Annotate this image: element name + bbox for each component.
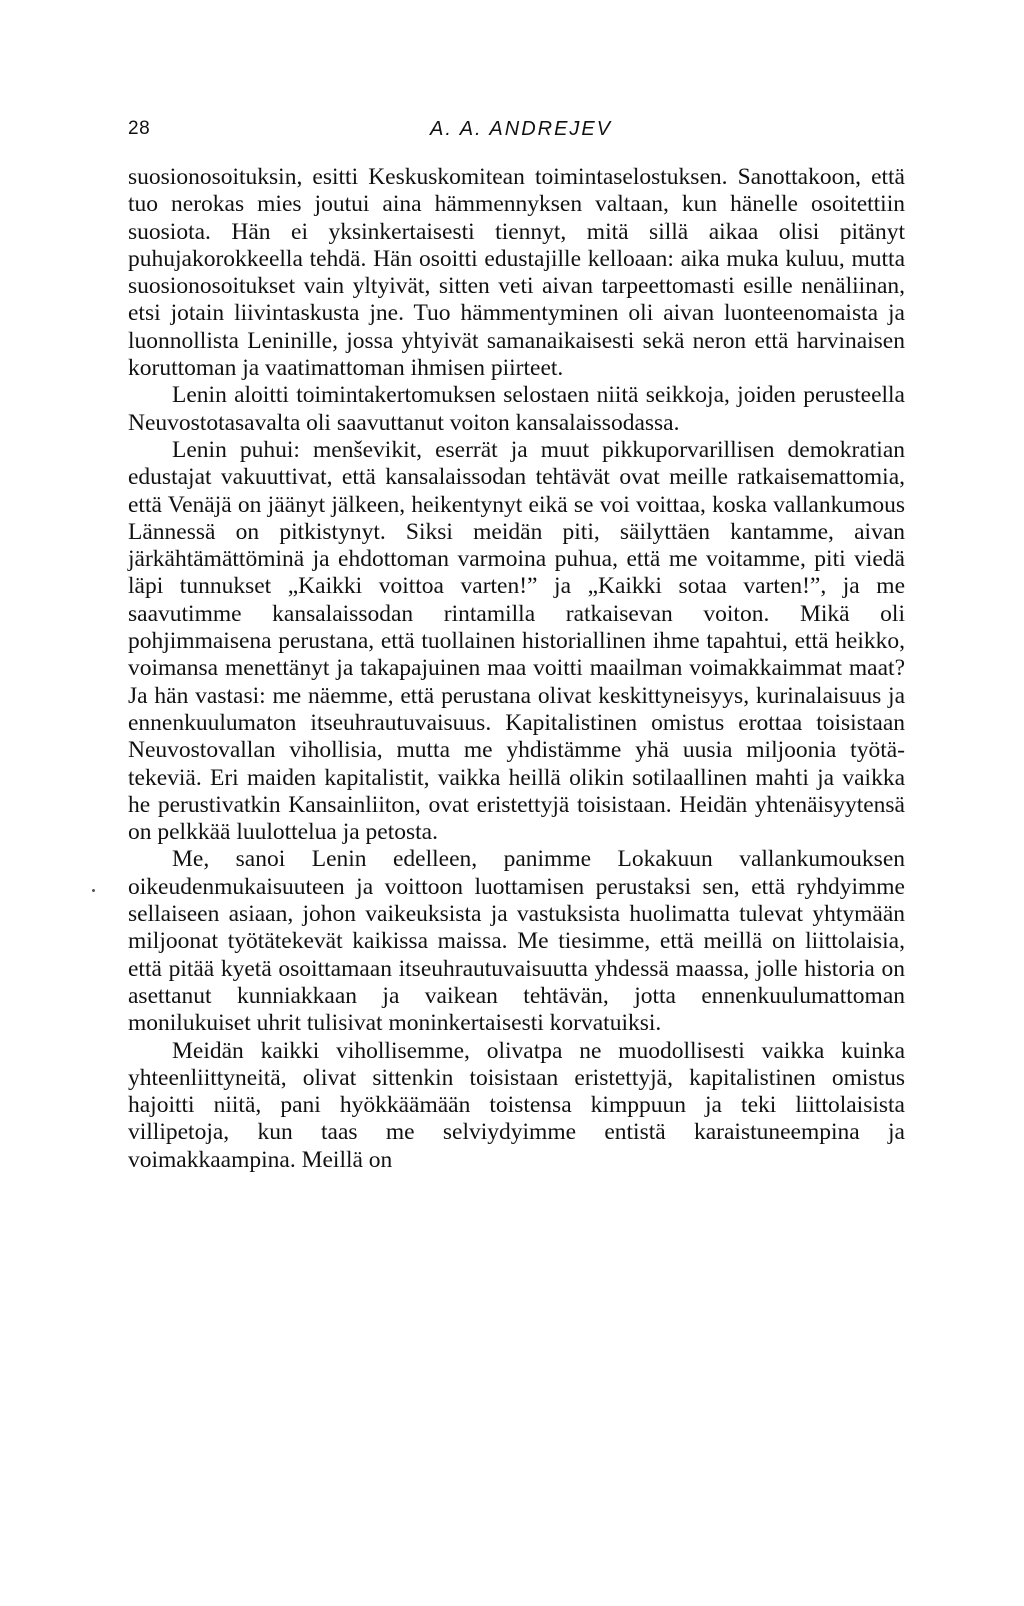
- paragraph-1: suosionosoituksin, esitti Keskuskomitean toimintaselostuksen. Sanottakoon, että tuo nerokas mies joutui aina hämmennyksen valtaan, kun hänelle osoitettiin suosiota. Hän ei yksinkertaisesti tiennyt, mitä sillä aikaa olisi pitänyt puhujakorokkeella tehdä. Hän osoitti edustajille kelloaan: aika muka kuluu, mutta suosionosoitukset vain yltyivät, sitten veti aivan tarpeettomasti esille nenäliinan, etsi jotain liivintaskusta jne. Tuo hämmentyminen oli aivan luonteenomaista ja luonnollista Leninille, jossa yhtyivät samanaikaisesti sekä neron että harvinaisen koruttoman ja vaatimattoman ihmisen piirteet.: [128, 164, 905, 382]
- paragraph-3: Lenin puhui: menševikit, eserrät ja muut pikkuporvarillisen demokratian edustajat vakuuttivat, että kansalaissodan tehtävät ovat meille ratkaisemattomia, että Venäjä on jäänyt jälkeen, heikentynyt eikä se voi voittaa, koska vallankumous Lännessä on pitkistynyt. Siksi meidän piti, säilyttäen kantamme, aivan järkähtämättöminä ja ehdottoman varmoina puhua, että me voitamme, piti viedä läpi tunnukset „Kaikki voittoa varten!” ja „Kaikki sotaa varten!”, ja me saavutimme kansalaissodan rintamilla ratkaisevan voiton. Mikä oli pohjimmaisena perustana, että tuollainen historiallinen ihme tapahtui, että heikko, voimansa menettänyt ja takapajuinen maa voitti maailman voimakkaimmat maat? Ja hän vastasi: me näemme, että perustana olivat keskittyneisyys, kurinalaisuus ja ennenkuulumaton itseuhrautuvaisuus. Kapitalistinen omistus erottaa toisistaan Neuvostovallan vihollisia, mutta me yhdistämme yhä uusia miljoonia työtätekeviä. Eri maiden kapitalistit, vaikka heillä olikin sotilaallinen mahti ja vaikka he perustivatkin Kansainliiton, ovat eristettyjä toisistaan. Heidän yhtenäisyytensä on pelkkää luulottelua ja petosta.: [128, 436, 905, 846]
- page-number: 28: [128, 118, 151, 139]
- paragraph-4: Me, sanoi Lenin edelleen, panimme Lokakuun vallankumouksen oikeudenmukaisuuteen ja voittoon luottamisen perustaksi sen, että ryhdyimme sellaiseen asiaan, johon vaikeuksista ja vastuksista huolimatta tulevat yhtymään miljoonat työtätekevät kaikissa maissa. Me tiesimme, että meillä on liittolaisia, että pitää kyetä osoittamaan itseuhrautuvaisuutta yhdessä maassa, jolle historia on asettanut kunniakkaan ja vaikean tehtävän, jotta ennenkuulumattoman monilukuiset uhrit tulisivat moninkertaisesti korvatuiksi.: [128, 846, 905, 1037]
- paragraph-2: Lenin aloitti toimintakertomuksen selostaen niitä seikkoja, joiden perusteella Neuvostotasavalta oli saavuttanut voiton kansalaissodassa.: [128, 382, 905, 436]
- margin-speck: [92, 889, 95, 892]
- running-title: A. A. ANDREJEV: [430, 118, 613, 140]
- body-text: [128, 164, 905, 1174]
- running-head: [128, 118, 905, 148]
- paragraph-5: Meidän kaikki vihollisemme, olivatpa ne muodollisesti vaikka kuinka yhteenliittyneitä, olivat sittenkin toisistaan eristettyjä, kapitalistinen omistus hajoitti niitä, pani hyökkäämään toistensa kimppuun ja teki liittolaisista villipetoja, kun taas me selviydyimme entistä karaistuneempina ja voimakkaampina. Meillä on: [128, 1037, 905, 1173]
